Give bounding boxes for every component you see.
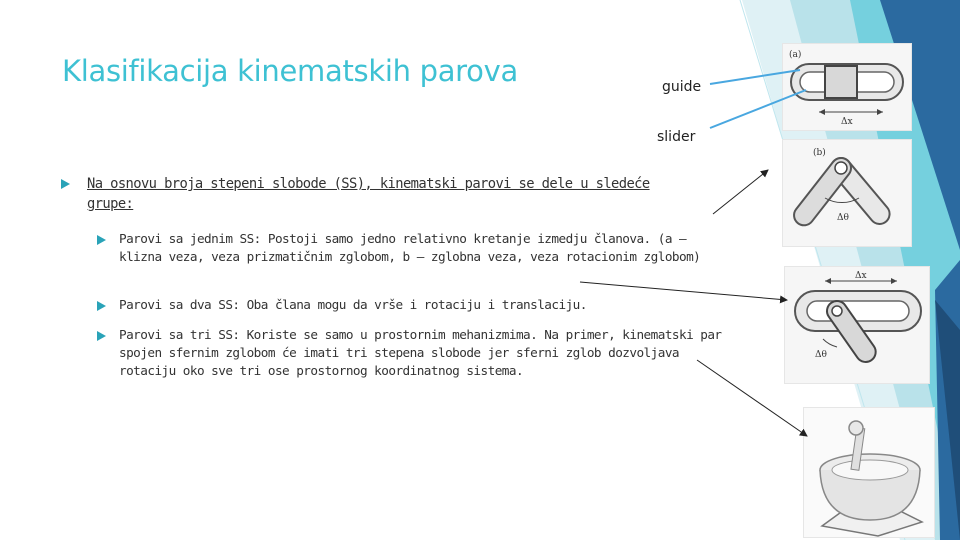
slider-label: slider: [657, 129, 696, 145]
arrow-to-figure-b: [713, 170, 768, 214]
slide-title: Klasifikacija kinematskih parova: [62, 54, 518, 88]
arrow-to-figure-c: [580, 282, 787, 300]
figure-a-label: (a): [789, 50, 802, 60]
sub-bullet-text: Parovi sa jednim SS: Postoji samo jedno relativno kretanje izmedju članova. (a – klizna veza, veza prizmatičnim zglobom, b – zglobna veza, veza rotacionim zglobom): [119, 231, 701, 264]
guide-label: guide: [662, 79, 702, 95]
slider-connector-line: [710, 90, 806, 128]
figure-a-dim: Δx: [841, 117, 853, 127]
main-bullet-text: Na osnovu broja stepeni slobode (SS), kinematski parovi se dele u sledeće grupe:: [87, 176, 650, 212]
figure-b-dim: Δθ: [837, 213, 849, 223]
sub-bullet-text: Parovi sa dva SS: Oba člana mogu da vrše i rotaciju i translaciju.: [119, 297, 587, 312]
guide-connector-line: [710, 70, 800, 84]
figure-c-dim-x: Δx: [855, 271, 867, 281]
sub-bullet-text: Parovi sa tri SS: Koriste se samo u prostornim mehanizmima. Na primer, kinematski par spojen sfernim zglobom će imati tri stepena slobode jer sferni zglob dozvoljava rotaciju oko sve tri ose prostornog koordinatnog sistema.: [119, 327, 722, 378]
figure-c-dim-theta: Δθ: [815, 350, 827, 360]
figure-b-label: (b): [813, 148, 826, 158]
arrow-to-figure-d: [697, 360, 807, 436]
